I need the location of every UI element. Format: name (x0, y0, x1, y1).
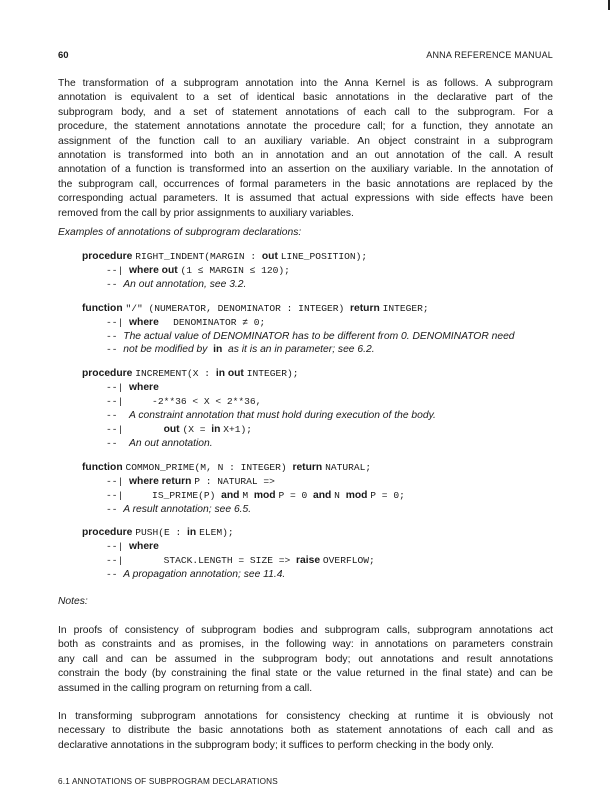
code-keyword: function (82, 461, 126, 473)
code-comment: A result annotation; see 6.5. (123, 503, 252, 515)
code-text: COMMON_PRIME(M, N : INTEGER) (125, 461, 293, 473)
text-line: assumed in the calling program on returning from a call. (58, 682, 313, 694)
code-line (82, 554, 515, 568)
code-example-block (82, 250, 515, 292)
code-examples (82, 250, 515, 592)
code-keyword: mod (253, 489, 279, 501)
code-text: -- (106, 503, 124, 515)
text-line: necessary to distribute the basic annotations both as statement annotations of each call and as (58, 725, 553, 737)
paragraph-consistency-proofs (58, 624, 553, 696)
code-text: --| IS_PRIME(P) (106, 489, 222, 501)
code-comment: An out annotation. (129, 437, 213, 449)
code-line (82, 302, 515, 316)
text-line: both as constraints and as promises, in the following way: in annotations on parameters constrain (58, 639, 553, 651)
code-line (82, 489, 515, 503)
code-keyword: return (350, 302, 383, 314)
code-example-block (82, 302, 515, 358)
notes-heading: Notes: (58, 596, 88, 607)
code-text: --| (106, 382, 130, 394)
text-line: In proofs of consistency of subprogram bodies and subprogram calls, subprogram annotations act (58, 625, 553, 636)
code-line (82, 423, 515, 437)
code-text: P = 0; (370, 489, 405, 501)
code-keyword: procedure (82, 251, 136, 262)
code-text: -- (106, 569, 124, 581)
text-line: removed from the call by prior assignments to auxiliary variables. (58, 207, 354, 219)
code-line (82, 395, 515, 409)
code-text: --| STACK.LENGTH = SIZE => (106, 555, 296, 567)
code-comment: not be modified by (123, 344, 211, 356)
code-keyword: in (210, 344, 226, 356)
text-line: The transformation of a subprogram annotation into the Anna Kernel is as follows. A subprogram (58, 78, 553, 89)
text-line: annotation is transformed into both an in annotation and an out annotation of the call. A result (58, 150, 553, 162)
text-line: constrain the body (by constraining the final state or the value returned in the final state) and can be (58, 668, 553, 680)
code-example-block (82, 526, 515, 582)
code-example-block (82, 367, 515, 450)
code-text: -- (106, 330, 124, 342)
code-keyword: where (129, 541, 159, 553)
scan-mark (608, 0, 610, 10)
code-text: -- (106, 278, 124, 290)
code-text: INTEGER); (246, 368, 299, 380)
code-keyword: in out (215, 368, 247, 380)
code-text: NATURAL; (325, 461, 372, 473)
code-text: -- (106, 410, 130, 422)
code-text: -- (106, 437, 130, 449)
text-line: any call and can be assumed in the subprogram body; out annotations and result annotations (58, 653, 553, 665)
text-line: assignment of the function call to an auxiliary variable. An object constraint in a subprogram (58, 135, 553, 147)
code-text: -- (106, 344, 124, 356)
text-line: In transforming subprogram annotations for consistency checking at runtime it is obviously not (58, 711, 553, 722)
code-keyword: in (211, 423, 224, 435)
running-header: ANNA REFERENCE MANUAL (426, 50, 553, 60)
page-number: 60 (58, 50, 69, 61)
code-line (82, 568, 515, 582)
code-text: LINE_POSITION); (280, 251, 368, 262)
code-line (82, 330, 515, 344)
code-text: M (242, 489, 254, 501)
code-keyword: where return (129, 475, 195, 487)
code-text: INCREMENT(X : (135, 368, 216, 380)
code-keyword: and (313, 489, 335, 501)
code-text: P : NATURAL => (194, 475, 275, 487)
code-line (82, 278, 515, 292)
code-keyword: mod (345, 489, 371, 501)
examples-heading: Examples of annotations of subprogram declarations: (58, 227, 302, 238)
code-text: --| -2**36 < X < 2**36, (106, 396, 262, 408)
text-line: annotation of a function is transformed into an assertion on the auxiliary variable. In the annotation of (58, 164, 553, 176)
paragraph-runtime-checking (58, 710, 553, 753)
code-keyword: procedure (82, 368, 136, 380)
code-line (82, 503, 515, 517)
code-comment: The actual value of DENOMINATOR has to be different from 0. DENOMINATOR need (123, 330, 515, 342)
code-comment: An out annotation, see 3.2. (123, 278, 247, 290)
code-text: ELEM); (199, 527, 234, 539)
code-line (82, 367, 515, 381)
code-text: --| (106, 475, 130, 487)
code-text: PUSH(E : (135, 527, 188, 539)
code-line (82, 250, 515, 264)
code-line (82, 475, 515, 489)
code-text: (1 ≤ MARGIN ≤ 120); (180, 264, 290, 276)
section-footer: 6.1 ANNOTATIONS OF SUBPROGRAM DECLARATIONS (58, 777, 278, 786)
code-text: X+1); (223, 423, 253, 435)
code-keyword: where out (129, 264, 181, 276)
code-keyword: procedure (82, 527, 136, 539)
code-keyword: where (129, 382, 159, 394)
code-text: --| (106, 316, 130, 328)
code-comment: A propagation annotation; see 11.4. (123, 569, 286, 581)
code-text: --| (106, 264, 130, 276)
code-text: --| (106, 423, 164, 435)
code-keyword: out (261, 251, 281, 262)
code-keyword: function (82, 302, 126, 314)
text-line: corresponding actual parameters. It is assumed that actual expressions with side effects have been (58, 193, 553, 205)
code-keyword: in (187, 527, 200, 539)
code-keyword: return (292, 461, 326, 473)
code-line (82, 437, 515, 451)
code-comment: as it is an in parameter; see 6.2. (225, 344, 375, 356)
code-keyword: raise (296, 555, 323, 567)
code-comment: A constraint annotation that must hold during execution of the body. (129, 410, 436, 422)
code-text: --| (106, 541, 130, 553)
code-line (82, 409, 515, 423)
text-line: the subprogram call, occurrences of formal parameters in the basic annotations are replaced by the (58, 178, 553, 190)
code-line (82, 264, 515, 278)
code-keyword: where (129, 316, 162, 328)
code-line (82, 343, 515, 357)
code-text: INTEGER; (382, 302, 429, 314)
code-text: DENOMINATOR ≠ 0; (161, 316, 266, 328)
code-text: P = 0 (278, 489, 313, 501)
text-line: subprogram body, and a set of statement annotations of each call to the subprogram. For a (58, 106, 553, 118)
code-line (82, 381, 515, 395)
code-example-block (82, 461, 515, 517)
paragraph-transformation (58, 77, 553, 221)
text-line: annotation is equivalent to a set of identical basic annotations in the declarative part of the (58, 92, 553, 104)
code-text: RIGHT_INDENT(MARGIN : (135, 251, 262, 262)
code-line (82, 540, 515, 554)
code-keyword: out (163, 423, 183, 435)
code-text: N (334, 489, 346, 501)
code-keyword: and (221, 489, 243, 501)
code-line (82, 316, 515, 330)
code-line (82, 526, 515, 540)
code-text: "/" (NUMERATOR, DENOMINATOR : INTEGER) (125, 302, 350, 314)
text-line: declarative annotations in the subprogram body; it suffices to perform checking in the body only. (58, 739, 494, 751)
code-text: OVERFLOW; (322, 555, 375, 567)
text-line: procedure, the statement annotations annotate the procedure call; for a function, they annotate an (58, 121, 553, 133)
code-line (82, 461, 515, 475)
code-text: (X = (182, 423, 212, 435)
